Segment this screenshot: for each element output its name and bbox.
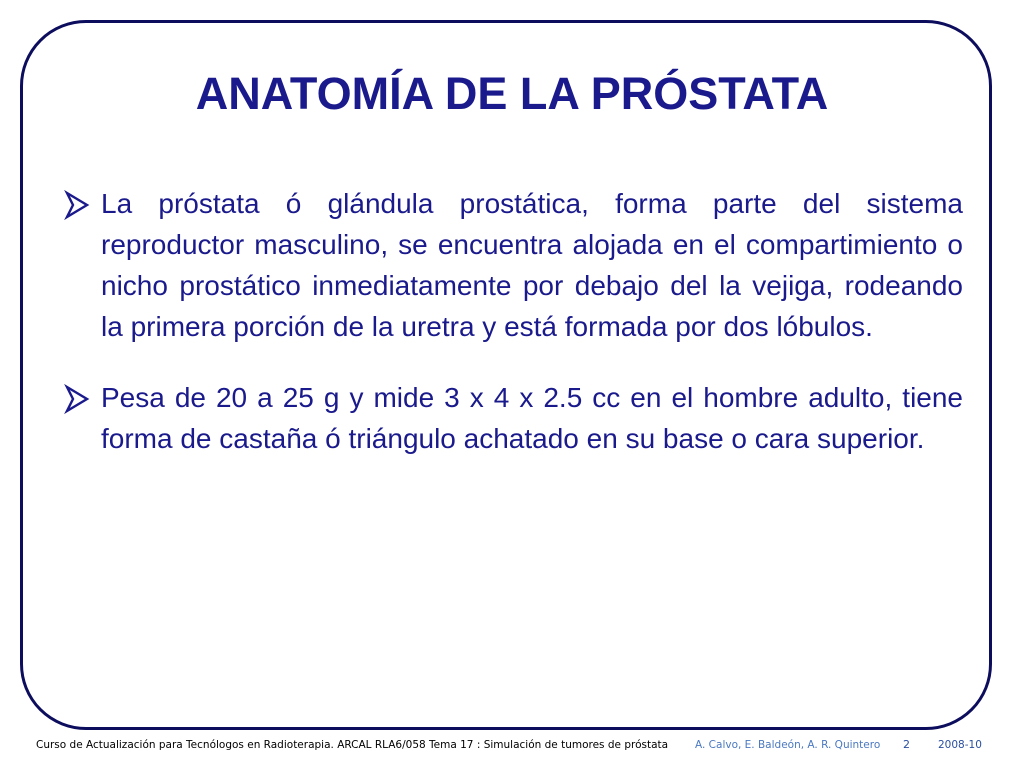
arrow-bullet-icon [63,185,93,223]
bullet-item [63,183,963,347]
bullet-text: La próstata ó glándula prostática, forma parte del sistema reproductor masculino, se encuentra alojada en el compartimiento o nicho prostático inmediatamente por debajo del la vejiga, rodeando la primera porción de la uretra y está formada por dos lóbulos. [101,188,963,342]
bullet-item [63,377,963,459]
slide-title: ANATOMÍA DE LA PRÓSTATA [195,68,829,119]
footer-course: Curso de Actualización para Tecnólogos en Radioterapia. ARCAL RLA6/058 Tema 17 : Simulación de tumores de próstata [36,739,669,751]
footer-date: 2008-10 [938,739,982,751]
bullet-text: Pesa de 20 a 25 g y mide 3 x 4 x 2.5 cc en el hombre adulto, tiene forma de castaña ó triángulo achatado en su base o cara superior. [101,382,963,454]
footer-page-number: 2 [903,738,910,751]
arrow-bullet-icon [63,379,93,417]
slide-body [63,183,963,489]
footer-authors: A. Calvo, E. Baldeón, A. R. Quintero [695,739,881,751]
